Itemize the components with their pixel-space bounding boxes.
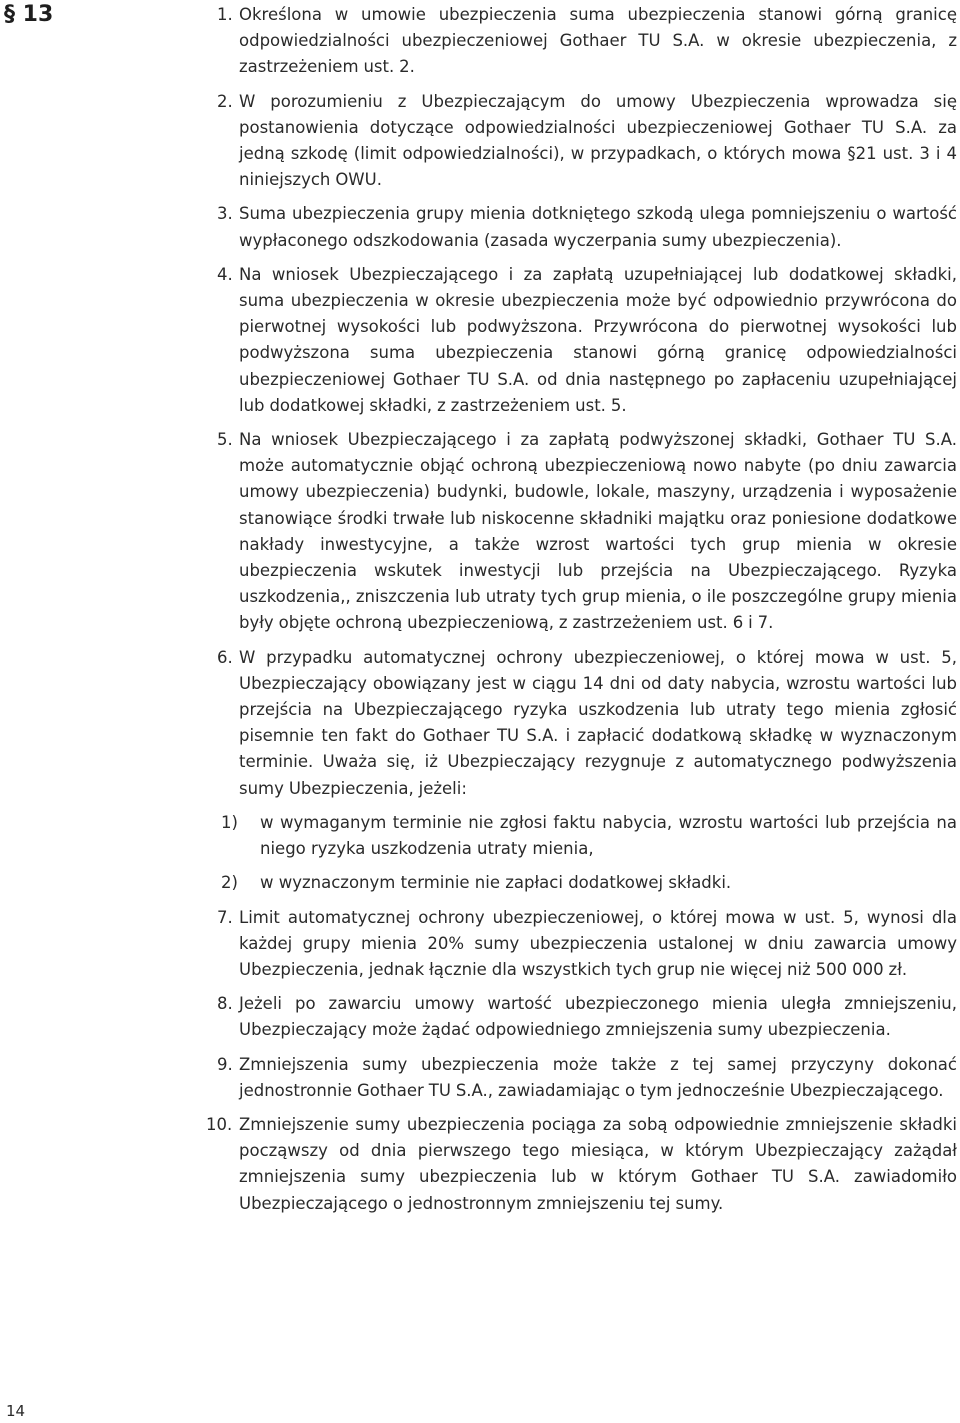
subparagraph-text: w wymaganym terminie nie zgłosi faktu nabycia, wzrostu wartości lub przejścia na niego ryzyka uszkodzenia utraty mienia, [260, 812, 957, 859]
subparagraph-number: 2) [221, 873, 238, 893]
paragraph-number: 4. [217, 264, 233, 284]
subparagraph-number: 1) [221, 812, 238, 832]
paragraph-9 [217, 1052, 957, 1104]
page-number: 14 [6, 1402, 26, 1420]
paragraph-number: 7. [217, 907, 233, 927]
paragraph-text: Określona w umowie ubezpieczenia suma ubezpieczenia stanowi górną granicę odpowiedzialności ubezpieczeniowej Gothaer TU S.A. w okresie ubezpieczenia, z zastrzeżeniem ust. 2. [239, 5, 957, 77]
paragraph-number: 1. [217, 5, 233, 24]
paragraph-2 [217, 89, 957, 194]
section-heading: § 13 [4, 2, 54, 27]
paragraph-3 [217, 201, 957, 253]
paragraph-text: Limit automatycznej ochrony ubezpieczeniowej, o której mowa w ust. 5, wynosi dla każdej grupy mienia 20% sumy ubezpieczenia ustalonej w dniu zawarcia umowy Ubezpieczenia, jednak łącznie dla wszystkich tych grup nie więcej niż 500 000 zł. [239, 907, 957, 979]
document-body [206, 0, 957, 1225]
paragraph-4 [217, 262, 957, 419]
paragraph-text: Zmniejszenie sumy ubezpieczenia pociąga za sobą odpowiednie zmniejszenie składki począwszy od dnia pierwszego tego miesiąca, w którym Ubezpieczający zażądał zmniejszenia sumy ubezpieczenia lub w którym Gothaer TU S.A. zawiadomiło Ubezpieczającego o jednostronnym zmniejszeniu tej sumy. [239, 1114, 957, 1213]
paragraph-6 [217, 645, 957, 802]
paragraph-text: Na wniosek Ubezpieczającego i za zapłatą uzupełniającej lub dodatkowej składki, suma ubezpieczenia w okresie ubezpieczenia może być odpowiednio przywrócona do pierwotnej wysokości lub podwyższona. Przywrócona do pierwotnej wysokości lub podwyższona suma ubezpieczenia stanowi górną granicę odpowiedzialności ubezpieczeniowej Gothaer TU S.A. od dnia następnego po zapłaceniu uzupełniającej lub dodatkowej składki, z zastrzeżeniem ust. 5. [239, 264, 957, 415]
paragraph-number: 5. [217, 430, 233, 450]
paragraph-number: 2. [217, 91, 233, 111]
paragraph-text: W przypadku automatycznej ochrony ubezpieczeniowej, o której mowa w ust. 5, Ubezpieczający obowiązany jest w ciągu 14 dni od daty nabycia, wzrostu wartości lub przejścia na Ubezpieczającego ryzyka uszkodzenia lub utraty tego mienia zgłosić pisemnie ten fakt do Gothaer TU S.A. i zapłacić dodatkową składkę w wyznaczonym terminie. Uważa się, iż Ubezpieczający rezygnuje z automatycznego podwyższenia sumy Ubezpieczenia, jeżeli: [239, 647, 957, 798]
paragraph-text: W porozumieniu z Ubezpieczającym do umowy Ubezpieczenia wprowadza się postanowienia dotyczące odpowiedzialności ubezpieczeniowej Gothaer TU S.A. za jedną szkodę (limit odpowiedzialności), w przypadkach, o których mowa §21 ust. 3 i 4 niniejszych OWU. [239, 91, 957, 190]
paragraph-7 [217, 905, 957, 984]
paragraph-text: Zmniejszenia sumy ubezpieczenia może także z tej samej przyczyny dokonać jednostronnie Gothaer TU S.A., zawiadamiając o tym jednocześnie Ubezpieczającego. [239, 1054, 957, 1100]
paragraph-number: 9. [217, 1054, 233, 1074]
paragraph-number: 6. [217, 647, 233, 667]
subparagraph-text: w wyznaczonym terminie nie zapłaci dodatkowej składki. [260, 873, 732, 893]
paragraph-text: Jeżeli po zawarciu umowy wartość ubezpieczonego mienia uległa zmniejszeniu, Ubezpieczający może żądać odpowiedniego zmniejszenia sumy ubezpieczenia. [239, 994, 957, 1040]
paragraph-text: Suma ubezpieczenia grupy mienia dotkniętego szkodą ulega pomniejszeniu o wartość wypłaconego odszkodowania (zasada wyczerpania sumy ubezpieczenia). [239, 204, 957, 250]
paragraph-1 [217, 2, 957, 81]
paragraph-text: Na wniosek Ubezpieczającego i za zapłatą podwyższonej składki, Gothaer TU S.A. może automatycznie objąć ochroną ubezpieczeniową nowo nabyte (po dniu zawarcia umowy ubezpieczenia) budynki, budowle, lokale, maszyny, urządzenia i wyposażenie stanowiące środki trwałe lub niskocenne składniki majątku oraz poniesione dodatkowe nakłady inwestycyjne, a także wzrost wartości tych grup mienia w okresie ubezpieczenia wskutek inwestycji lub przejścia na Ubezpieczającego. Ryzyka uszkodzenia,, zniszczenia lub utraty tych grup mienia, o ile poszczególne grupy mienia były objęte ochroną ubezpieczeniową, z zastrzeżeniem ust. 6 i 7. [239, 430, 957, 633]
paragraph-number: 8. [217, 994, 233, 1014]
paragraph-8 [217, 991, 957, 1043]
subparagraph-1 [217, 810, 957, 862]
paragraph-5 [217, 427, 957, 637]
subparagraph-2 [217, 870, 957, 896]
paragraph-number: 3. [217, 204, 233, 224]
paragraph-10 [206, 1112, 957, 1217]
paragraph-number: 10. [206, 1114, 233, 1134]
